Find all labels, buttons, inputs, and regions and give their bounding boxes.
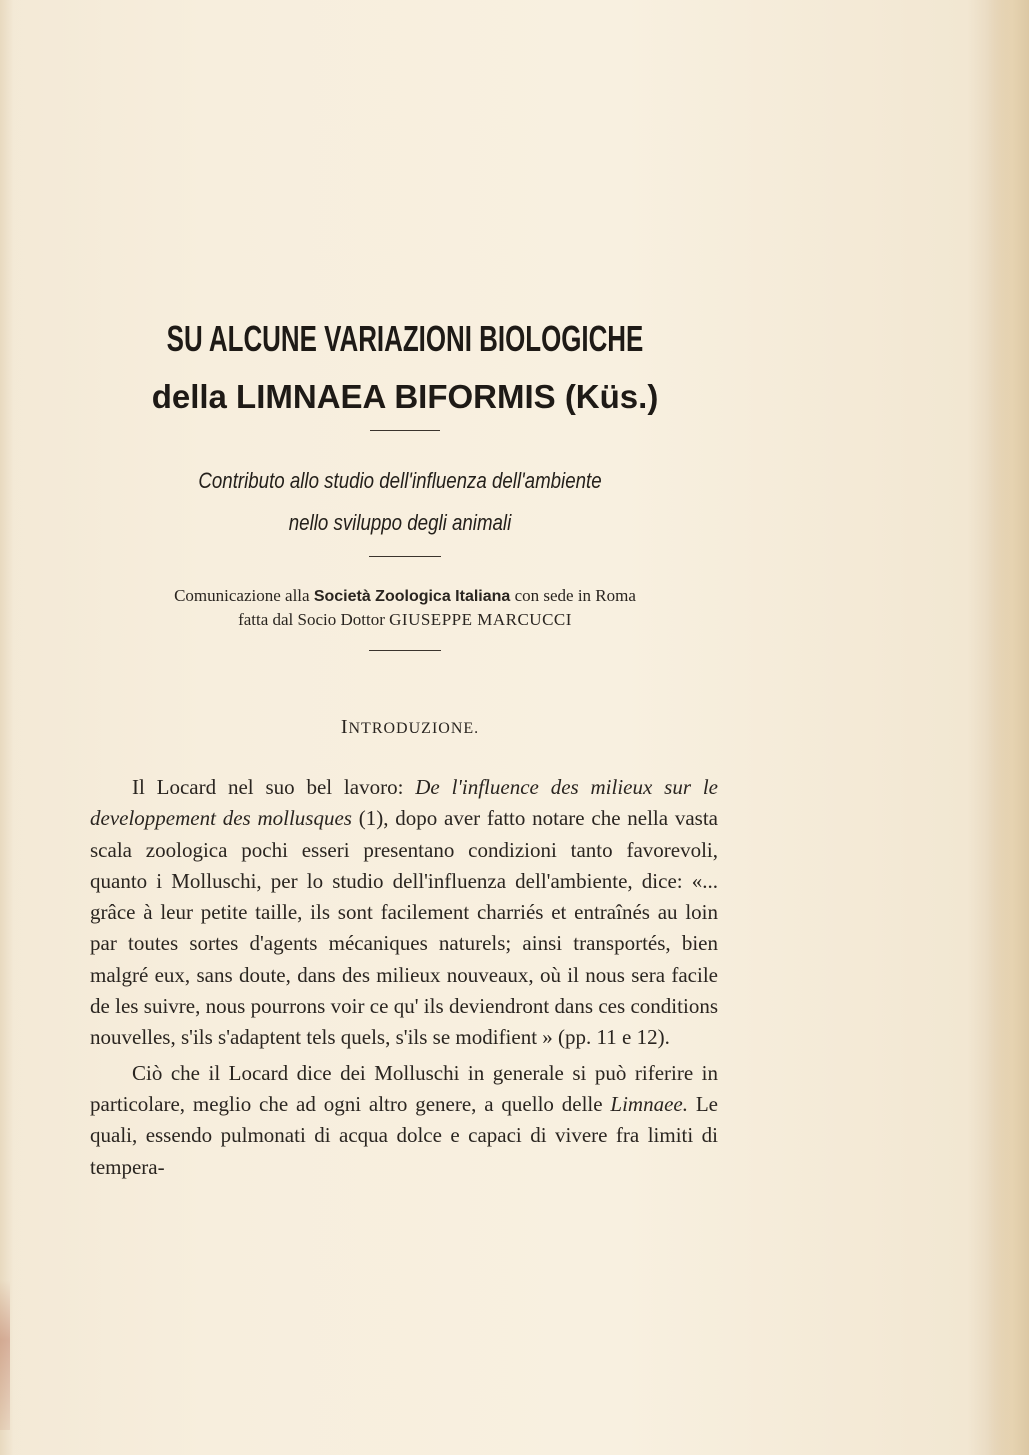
cited-work-title: De l'influence des milieux sur le developpement des mollusques: [90, 775, 718, 831]
section-heading-rest: NTRODUZIONE.: [348, 720, 480, 737]
author-name: GIUSEPPE MARCUCCI: [389, 610, 572, 629]
title-line-2: della LIMNAEA BIFORMIS (Küs.): [151, 378, 659, 415]
section-heading: [0, 716, 820, 739]
page-edge-right: [987, 0, 1029, 1455]
body-text: [90, 772, 718, 1183]
subtitle-line-2: nello sviluppo degli animali: [288, 510, 512, 535]
paragraph-1-lead: Il Locard nel suo bel lavoro:: [132, 775, 416, 799]
subtitle-line-1: Contributo allo studio dell'influenza dell'ambiente: [198, 468, 602, 493]
paragraph-2-lead: Ciò che il Locard dice dei Molluschi in generale si può riferire in particolare, meglio che ad ogni altro genere, a quello delle: [90, 1060, 718, 1116]
section-heading-initial: I: [340, 716, 349, 738]
communication-line-1: [0, 586, 810, 606]
divider-rule-2: [369, 556, 441, 557]
paragraph-2-text: Le quali, essendo pulmonati di acqua dolce e capaci di vivere fra limiti di tempera-: [90, 1091, 718, 1179]
paragraph-1: [90, 772, 718, 1054]
society-name: Società Zoologica Italiana: [313, 588, 511, 605]
paragraph-1-text: (1), dopo aver fatto notare che nella vasta scala zoologica pochi esseri presentano condizioni tanto favorevoli, quanto i Molluschi, per lo studio dell'influenza dell'ambiente, dice: «... grâce à leur petite taille, ils sont facilement charriés et entraînés au loin par toutes sortes d'agents mécaniques naturels; ainsi transportés, bien malgré eux, sans doute, dans des milieux nouveaux, où il nous sera facile de les suivre, nous pourrons voir ce qu' ils deviendront dans ces conditions nouvelles, s'ils s'adaptent tels quels, s'ils se modifient » (pp. 11 e 12).: [90, 806, 718, 1050]
paragraph-2: [90, 1058, 718, 1183]
title-line-1: SU ALCUNE VARIAZIONI BIOLOGICHE: [166, 318, 644, 359]
communication-suffix: con sede in Roma: [510, 586, 636, 605]
author-prefix: fatta dal Socio Dottor: [238, 610, 390, 629]
paper-stain: [0, 1280, 10, 1430]
divider-rule-1: [370, 430, 440, 431]
genus-name: Limnaee.: [610, 1091, 688, 1116]
communication-line-2: [0, 610, 810, 630]
divider-rule-3: [369, 650, 441, 651]
communication-prefix: Comunicazione alla: [174, 586, 314, 605]
